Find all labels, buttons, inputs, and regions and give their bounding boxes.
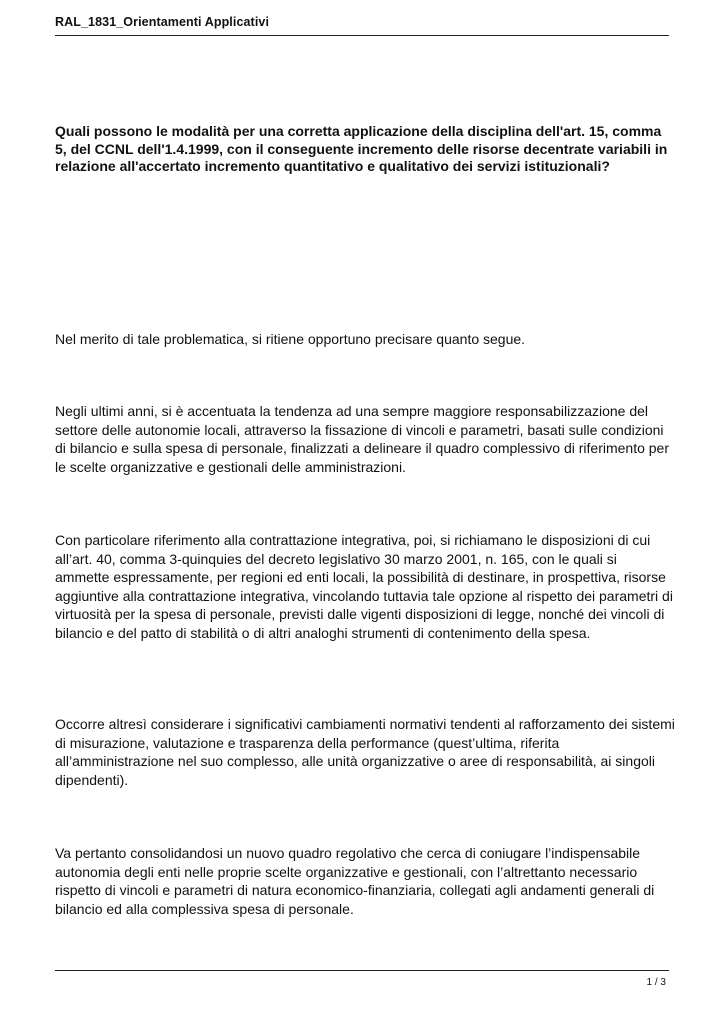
paragraph: Nel merito di tale problematica, si ritiene opportuno precisare quanto segue. bbox=[55, 331, 526, 347]
question-text: Quali possono le modalità per una corretta applicazione della disciplina dell'art. 15, comma 5, del CCNL dell'1.4.1999, con il conseguente incremento delle risorse decentrate variabili in relazione all'accertato incremento quantitativo e qualitativo dei servizi istituzionali? bbox=[55, 123, 668, 175]
page-header bbox=[55, 13, 669, 36]
paragraph: Con particolare riferimento alla contrattazione integrativa, poi, si richiamano le disposizioni di cui all’art. 40, comma 3-quinquies del decreto legislativo 30 marzo 2001, n. 165, con le quali si ammette espressamente, per regioni ed enti locali, la possibilità di destinare, in prospettiva, risorse aggiuntive alla contrattazione integrativa, vincolando tuttavia tale opzione al rispetto dei parametri di virtuosità per la spesa di personale, previsti dalle vigenti disposizioni di legge, nonché dei vincoli di bilancio e del patto di stabilità o di altri analoghi strumenti di contenimento della spesa. bbox=[55, 532, 673, 641]
paragraph: Negli ultimi anni, si è accentuata la tendenza ad una sempre maggiore responsabilizzazione del settore delle autonomie locali, attraverso la fissazione di vincoli e parametri, basati sulle condizioni di bilancio e sulla spesa di personale, finalizzati a delineare il quadro complessivo di riferimento per le scelte organizzative e gestionali delle amministrazioni. bbox=[55, 403, 669, 475]
paragraph: Occorre altresì considerare i significativi cambiamenti normativi tendenti al rafforzamento dei sistemi di misurazione, valutazione e trasparenza della performance (quest’ultima, riferita all’amministrazione nel suo complesso, alle unità organizzative o aree di responsabilità, ai singoli dipendenti). bbox=[55, 716, 675, 788]
document-title: RAL_1831_Orientamenti Applicativi bbox=[55, 15, 270, 29]
footer-divider bbox=[55, 970, 669, 971]
page-number: 1 / 3 bbox=[646, 977, 666, 988]
paragraph: Va pertanto consolidandosi un nuovo quadro regolativo che cerca di coniugare l’indispensabile autonomia degli enti nelle proprie scelte organizzative e gestionali, con l’altrettanto necessario rispetto di vincoli e parametri di natura economico-finanziaria, collegati agli andamenti generali di bilancio ed alla complessiva spesa di personale. bbox=[55, 845, 655, 917]
